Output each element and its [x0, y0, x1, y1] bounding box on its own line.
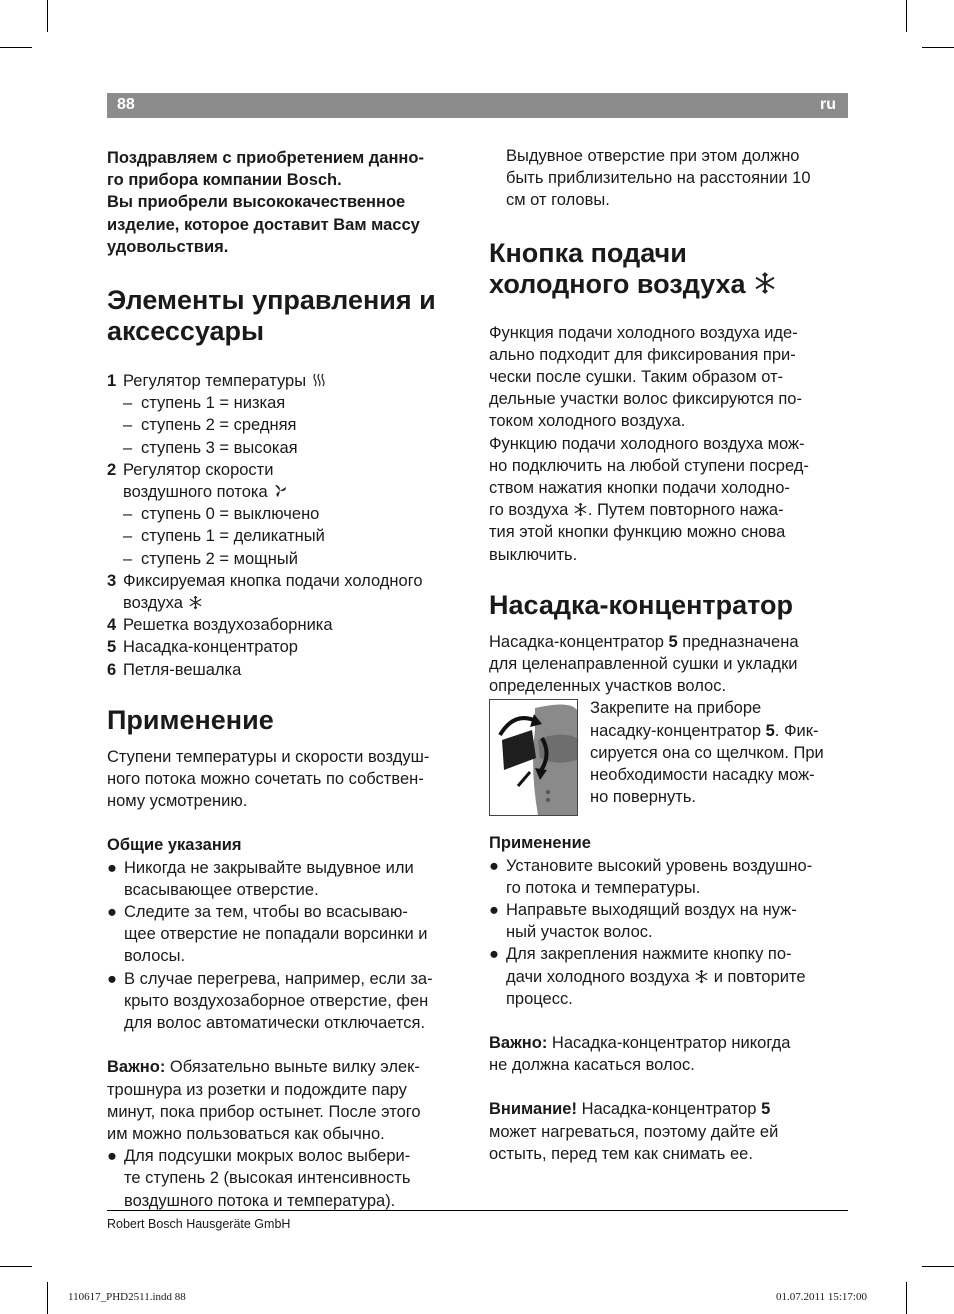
item-text: Регулятор температуры [123, 372, 307, 391]
subitem-text: ступень 3 = высокая [141, 438, 298, 457]
intro-line: изделие, которое доставит Вам массу [107, 215, 420, 234]
text-line: ному усмотрению. [107, 792, 248, 811]
list-item [107, 570, 472, 614]
text-line: быть приблизительно на расстоянии 10 [506, 169, 811, 188]
text-line: Следите за тем, чтобы во всасываю- [124, 903, 408, 922]
item-number: 6 [107, 660, 117, 679]
crop-mark [922, 47, 954, 48]
list-subitem: – ступень 1 = низкая [107, 392, 472, 414]
text-line: те ступень 2 (высокая интенсивность [124, 1169, 411, 1188]
text-line: дачи холодного воздуха [506, 967, 695, 986]
use-heading: Применение [107, 704, 274, 735]
print-slug-date: 01.07.2011 15:17:00 [776, 1291, 867, 1303]
text-line: Установите высокий уровень воздушно- [506, 856, 813, 875]
heading-line: Кнопка подачи [489, 237, 687, 268]
note-label: Внимание! [489, 1100, 577, 1119]
text-line: Насадка-концентратор никогда [547, 1034, 791, 1053]
list-subitem: – ступень 2 = мощный [107, 548, 472, 570]
text-line: Насадка-концентратор [576, 1100, 762, 1119]
text-line: но подключить на любой ступени посред- [489, 456, 809, 475]
list-item [107, 659, 472, 681]
item-text: Решетка воздухозаборника [123, 616, 333, 635]
text-line: Обязательно выньте вилку элек- [165, 1058, 420, 1077]
crop-mark [0, 47, 32, 48]
item-number: 5 [107, 638, 117, 657]
text-line: Никогда не закрывайте выдувное или [124, 858, 414, 877]
important-note [107, 1056, 472, 1145]
list-item: ● Для подсушки мокрых волос выбери- те ступень 2 (высокая интенсивность воздушного потока и температура). [107, 1147, 411, 1210]
text-line: Для закрепления нажмите кнопку по- [506, 945, 792, 964]
crop-mark [47, 0, 48, 32]
text-line: тия этой кнопки функцию можно снова [489, 523, 786, 542]
language-code: ru [820, 96, 836, 113]
list-item [107, 636, 472, 658]
text-line: но повернуть. [590, 788, 697, 807]
text-line: может нагреваться, поэтому дайте ей [489, 1122, 779, 1141]
text-line: для волос автоматически отключается. [124, 1014, 426, 1033]
text-line: . Фик- [774, 721, 819, 740]
text-line: всасывающее отверстие. [124, 880, 319, 899]
left-column [107, 147, 472, 1212]
text-line: щее отверстие не попадали ворсинки и [124, 925, 428, 944]
heat-waves-icon [311, 372, 327, 388]
item-text: воздуха [123, 594, 183, 613]
intro-line: удовольствия. [107, 237, 229, 256]
fan-icon [272, 483, 288, 499]
text-line: трошнура из розетки и подождите пару [107, 1080, 407, 1099]
crop-mark [906, 1282, 907, 1314]
general-notes-heading: Общие указания [107, 836, 242, 855]
text-line: не должна касаться волос. [489, 1056, 695, 1075]
list-item: ● Следите за тем, чтобы во всасываю- щее отверстие не попадали ворсинки и волосы. [107, 903, 428, 966]
text-line: В случае перегрева, например, если за- [124, 969, 433, 988]
list-item: ● Для закрепления нажмите кнопку по- дачи холодного воздуха и повторите процесс. [489, 945, 806, 1008]
footer-company: Robert Bosch Hausgeräte GmbH [107, 1217, 291, 1231]
list-subitem: – ступень 3 = высокая [107, 437, 472, 459]
important-note [489, 1032, 851, 1076]
item-number: 2 [107, 460, 117, 479]
crop-mark [0, 1266, 32, 1267]
heading-line: аксессуары [107, 316, 265, 347]
text-line: сируется она со щелчком. При [590, 743, 824, 762]
text-line: крыто воздухозаборное отверстие, фен [124, 991, 429, 1010]
attach-block [489, 697, 851, 820]
text-line: ством нажатия кнопки подачи холодно- [489, 479, 790, 498]
warning-note [489, 1098, 851, 1165]
text-line: воздушного потока и температура). [124, 1191, 396, 1210]
item-number: 3 [107, 571, 117, 590]
subitem-text: ступень 1 = деликатный [141, 527, 325, 546]
text-line: им можно пользоваться как обычно. [107, 1124, 385, 1143]
subitem-text: ступень 0 = выключено [141, 505, 320, 524]
text-line: дельные участки волос фиксируются по- [489, 390, 802, 409]
intro-line: Вы приобрели высококачественное [107, 193, 406, 212]
list-item [107, 459, 472, 503]
text-line: Насадка-концентратор [489, 632, 669, 651]
snowflake-icon [694, 969, 709, 984]
item-text: воздушного потока [123, 483, 268, 502]
item-text: Насадка-концентратор [123, 638, 298, 657]
text-line: волосы. [124, 947, 186, 966]
text-line: процесс. [506, 989, 573, 1008]
text-line: Направьте выходящий воздух на нуж- [506, 901, 797, 920]
text-line: го потока и температуры. [506, 878, 701, 897]
subitem-text: ступень 2 = мощный [141, 549, 298, 568]
item-number: 4 [107, 616, 117, 635]
list-item [107, 614, 472, 636]
text-line: см от головы. [506, 191, 610, 210]
text-line: чески после сушки. Таким образом от- [489, 368, 784, 387]
text-line: Закрепите на приборе [590, 699, 762, 718]
item-text: Фиксируемая кнопка подачи холодного [123, 571, 423, 590]
item-text: Регулятор скорости [123, 460, 274, 479]
text-line: ный участок волос. [506, 923, 653, 942]
footer-rule [107, 1210, 848, 1211]
list-item: ● В случае перегрева, например, если за- крыто воздухозаборное отверстие, фен для волос автоматически отключается. [107, 969, 433, 1033]
controls-heading [107, 285, 472, 347]
page-number: 88 [117, 96, 135, 113]
list-subitem: – ступень 1 = деликатный [107, 525, 472, 547]
apply-heading: Применение [489, 834, 591, 853]
text-line: го воздуха [489, 501, 573, 520]
list-subitem: – ступень 0 = выключено [107, 503, 472, 525]
right-column [489, 145, 851, 1165]
cool-air-paragraph [489, 322, 851, 566]
text-line: ально подходит для фиксирования при- [489, 345, 796, 364]
list-item: ● Никогда не закрывайте выдувное или всасывающее отверстие. [107, 858, 414, 899]
text-line: насадку-концентратор [590, 721, 766, 740]
subitem-text: ступень 1 = низкая [141, 394, 286, 413]
snowflake-icon [188, 595, 203, 610]
text-line: для целенаправленной сушки и укладки [489, 655, 798, 674]
snowflake-icon [573, 502, 588, 517]
part-number: 5 [668, 632, 678, 651]
intro-line: Поздравляем с приобретением данно- [107, 149, 424, 167]
intro-text [107, 147, 472, 258]
text-line: Ступени температуры и скорости воздуш- [107, 747, 430, 766]
crop-mark [906, 0, 907, 32]
text-line: Функция подачи холодного воздуха иде- [489, 323, 798, 342]
text-line: выключить. [489, 545, 578, 564]
text-line: необходимости насадку мож- [590, 766, 815, 785]
text-line: остыть, перед тем как снимать ее. [489, 1144, 753, 1163]
part-number: 5 [765, 721, 775, 740]
nozzle-attach-illustration [489, 699, 578, 816]
nozzle-heading: Насадка-концентратор [489, 589, 794, 620]
text-line: Выдувное отверстие при этом должно [506, 147, 800, 165]
crop-mark [922, 1266, 954, 1267]
text-line: ного потока можно сочетать по собствен- [107, 770, 424, 789]
text-line: предназначена [677, 632, 799, 651]
note-label: Важно: [489, 1034, 548, 1053]
snowflake-icon [753, 271, 777, 295]
list-item: ● Установите высокий уровень воздушно- го потока и температуры. [489, 856, 813, 897]
text-line: определенных участков волос. [489, 677, 727, 696]
text-line: . Путем повторного нажа- [587, 501, 784, 520]
heading-line: холодного воздуха [489, 268, 746, 299]
part-number: 5 [761, 1100, 771, 1119]
continued-paragraph [489, 145, 851, 212]
intro-line: го прибора компании Bosch. [107, 171, 342, 190]
item-text: Петля-вешалка [123, 660, 242, 679]
text-line: Для подсушки мокрых волос выбери- [124, 1147, 411, 1166]
controls-list [107, 370, 472, 681]
nozzle-paragraph [489, 631, 851, 698]
text-line: Функцию подачи холодного воздуха мож- [489, 434, 805, 453]
subitem-text: ступень 2 = средняя [141, 416, 297, 435]
heading-line: Элементы управления и [107, 285, 436, 316]
page-header-bar [107, 93, 848, 118]
list-item [107, 370, 472, 392]
print-slug-file: 110617_PHD2511.indd 88 [68, 1291, 186, 1303]
list-item: ● Направьте выходящий воздух на нуж- ный участок волос. [489, 901, 797, 942]
text-line: током холодного воздуха. [489, 412, 686, 431]
crop-mark [47, 1282, 48, 1314]
note-label: Важно: [107, 1058, 166, 1077]
text-line: минут, пока прибор остынет. После этого [107, 1102, 421, 1121]
item-number: 1 [107, 372, 117, 391]
text-line: и повторите [709, 967, 806, 986]
list-subitem: – ступень 2 = средняя [107, 414, 472, 436]
cool-air-heading [489, 238, 851, 300]
use-paragraph [107, 746, 472, 813]
